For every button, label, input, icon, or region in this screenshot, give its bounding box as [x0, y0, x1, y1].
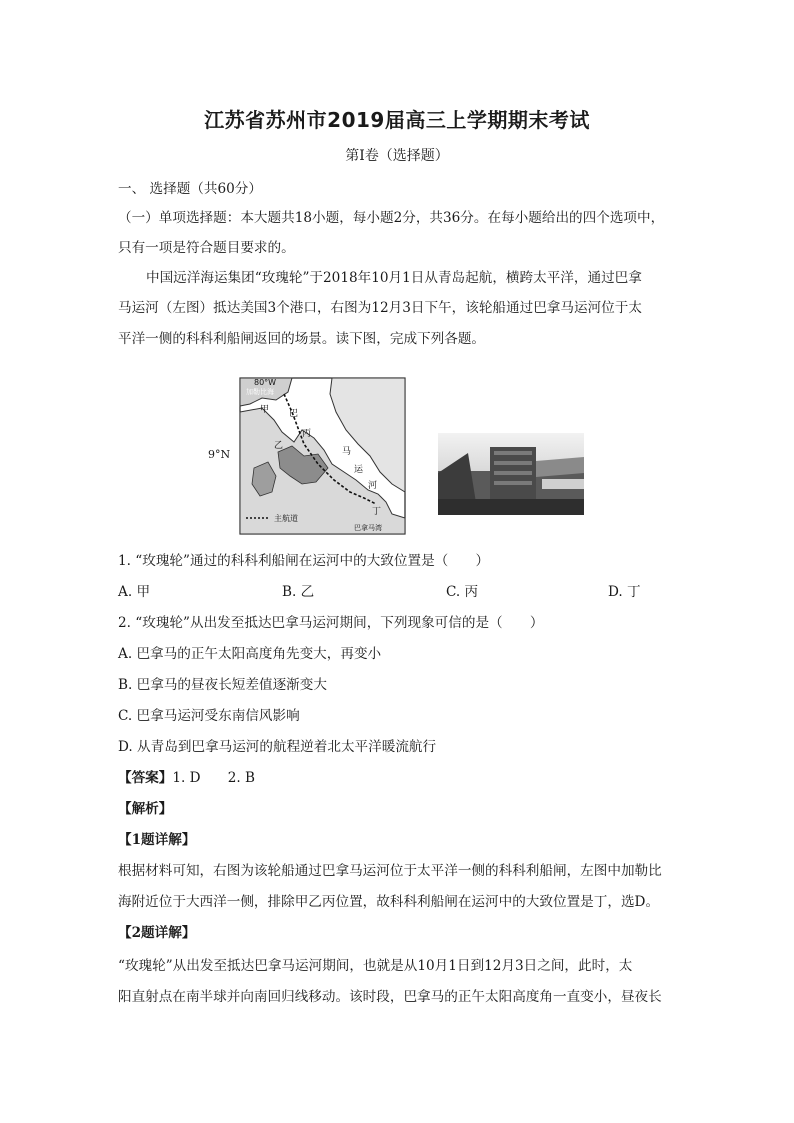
panama-canal-map	[232, 372, 410, 538]
detail-2-label: 【2题详解】	[118, 925, 196, 941]
map-gulf-label: 巴拿马湾	[354, 524, 382, 532]
map-ba-char: 巴	[289, 409, 299, 419]
q1-option-c: C. 丙	[446, 584, 479, 600]
passage-line-3: 平洋一侧的科科利船闸返回的场景。读下图，完成下列各题。	[118, 331, 486, 347]
page-title: 江苏省苏州市2019届高三上学期期末考试	[204, 108, 590, 132]
map-lon-label: 80°W	[254, 378, 277, 387]
q1-option-a: A. 甲	[118, 584, 151, 600]
instruction-line-2: 只有一项是符合题目要求的。	[118, 240, 295, 256]
q2-option-a: A. 巴拿马的正午太阳高度角先变大，再变小	[118, 646, 382, 662]
answer-label: 【答案】	[118, 770, 173, 786]
map-canal-char-3: 河	[368, 481, 378, 491]
q2-option-c: C. 巴拿马运河受东南信风影响	[118, 708, 300, 724]
passage-line-2: 马运河（左图）抵达美国3个港口，右图为12月3日下午，该轮船通过巴拿马运河位于太	[118, 300, 642, 316]
map-point-yi: 乙	[274, 441, 284, 451]
passage-line-1: 中国远洋海运集团“玫瑰轮”于2018年10月1日从青岛起航，横跨太平洋，通过巴拿	[146, 270, 642, 286]
kokoli-lock-photo	[438, 433, 584, 515]
instruction-line-1: （一）单项选择题：本大题共18小题，每小题2分，共36分。在每小题给出的四个选项中，	[118, 210, 665, 226]
detail-1-label: 【1题详解】	[118, 832, 196, 848]
map-legend-label: 主航道	[274, 514, 298, 523]
detail-2-line-1: “玫瑰轮”从出发至抵达巴拿马运河期间，也就是从10月1日到12月3日之间，此时，太	[118, 958, 633, 974]
question-1-stem: 1. “玫瑰轮”通过的科科利船闸在运河中的大致位置是（ ）	[118, 553, 490, 569]
answer-line	[118, 768, 678, 788]
map-canal-char-1: 马	[342, 447, 352, 457]
q1-option-d: D. 丁	[608, 584, 641, 600]
detail-1-line-1: 根据材料可知，右图为该轮船通过巴拿马运河位于太平洋一侧的科科利船闸，左图中加勒比	[118, 863, 662, 879]
q1-option-b: B. 乙	[282, 584, 315, 600]
detail-1-line-2: 海附近位于大西洋一侧，排除甲乙丙位置，故科科利船闸在运河中的大致位置是丁，选D。	[118, 894, 660, 910]
map-point-jia: 甲	[260, 405, 270, 415]
question-2-stem: 2. “玫瑰轮”从出发至抵达巴拿马运河期间，下列现象可信的是（ ）	[118, 615, 544, 631]
map-lat-label: 9°N	[208, 448, 231, 461]
q2-option-b: B. 巴拿马的昼夜长短差值逐渐变大	[118, 677, 327, 693]
map-point-bing: 丙	[302, 429, 312, 439]
detail-2-line-2: 阳直射点在南半球并向南回归线移动。该时段，巴拿马的正午太阳高度角一直变小，昼夜长	[118, 989, 662, 1005]
section-heading: 一、 选择题（共60分）	[118, 181, 262, 197]
map-canal-char-2: 运	[354, 465, 364, 475]
analysis-label: 【解析】	[118, 801, 173, 817]
answer-text: 1. D 2. B	[172, 770, 256, 786]
page-subtitle: 第Ⅰ卷（选择题）	[345, 148, 449, 164]
map-point-ding: 丁	[372, 507, 382, 517]
q2-option-d: D. 从青岛到巴拿马运河的航程逆着北太平洋暖流航行	[118, 739, 437, 755]
map-sea-label: 加勒比海	[246, 388, 274, 396]
